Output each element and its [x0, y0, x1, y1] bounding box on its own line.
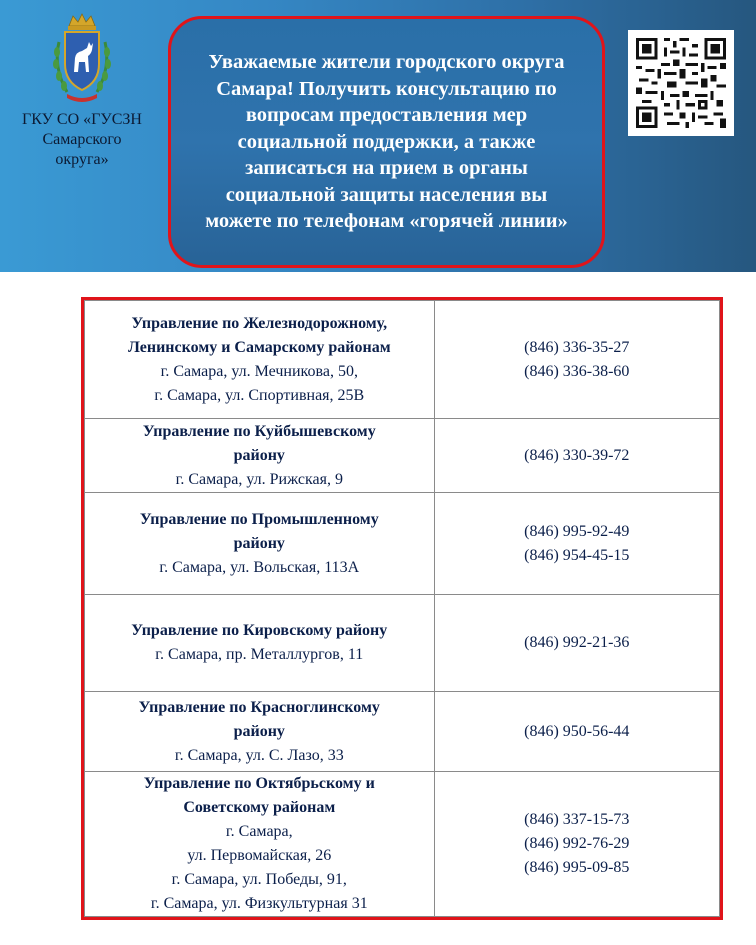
table-row	[85, 493, 720, 595]
department-name: Советскому районам	[183, 799, 336, 816]
department-name: Управление по Куйбышевскому	[142, 422, 376, 440]
department-name: Управление по Октябрьскому и	[143, 775, 375, 792]
phone-cell	[434, 301, 719, 419]
phone-cell	[434, 692, 719, 772]
phone-cell	[434, 419, 719, 493]
phone-number[interactable]: (846) 954-45-15	[524, 546, 630, 564]
phone-cell	[434, 595, 719, 692]
phone-cell	[434, 772, 719, 917]
hotline-callout-text: Уважаемые жители городского округа Самара! Получить консультацию по вопросам предоставления мер социальной поддержки, а также записаться на прием в органы социальной защиты населения вы можете по телефонам «горячей линии»	[205, 51, 568, 233]
department-address: г. Самара, ул. Вольская, 113А	[159, 558, 360, 576]
table-row	[85, 772, 720, 917]
organization-name-line: ГКУ СО «ГУСЗН	[22, 111, 142, 128]
phone-number[interactable]: (846) 336-38-60	[524, 362, 630, 380]
department-cell	[85, 301, 435, 419]
department-address: г. Самара, ул. Мечникова, 50,	[160, 362, 358, 380]
hotline-callout	[168, 16, 605, 268]
phone-number[interactable]: (846) 336-35-27	[524, 338, 630, 356]
department-address: г. Самара,	[225, 823, 293, 840]
department-cell	[85, 595, 435, 692]
department-address: г. Самара, ул. Победы, 91,	[171, 871, 347, 888]
qr-code-icon[interactable]	[628, 30, 734, 136]
department-cell	[85, 692, 435, 772]
samara-coat-of-arms-icon	[47, 12, 117, 104]
department-name: району	[233, 722, 285, 740]
department-address: г. Самара, ул. С. Лазо, 33	[174, 746, 344, 764]
department-name: Управление по Железнодорожному,	[131, 314, 388, 332]
header-banner	[0, 0, 756, 272]
department-name: Управление по Промышленному	[139, 510, 379, 528]
table-row	[85, 595, 720, 692]
organization-name-line: округа»	[55, 151, 109, 168]
department-name: Управление по Красноглинскому	[138, 698, 380, 716]
phone-number[interactable]: (846) 992-76-29	[524, 835, 630, 852]
phone-number[interactable]: (846) 995-92-49	[524, 522, 630, 540]
phone-number[interactable]: (846) 992-21-36	[524, 634, 630, 651]
table-row	[85, 692, 720, 772]
department-cell	[85, 772, 435, 917]
qr-code-graphic	[636, 38, 726, 128]
department-address: г. Самара, ул. Спортивная, 25В	[154, 386, 365, 404]
department-address: г. Самара, ул. Физкультурная 31	[150, 895, 368, 912]
department-name: Ленинскому и Самарскому районам	[127, 338, 391, 356]
phone-number[interactable]: (846) 995-09-85	[524, 859, 630, 876]
department-address: г. Самара, ул. Рижская, 9	[175, 470, 343, 488]
phone-number[interactable]: (846) 950-56-44	[524, 722, 630, 740]
phone-cell	[434, 493, 719, 595]
organization-logo-block	[6, 8, 158, 208]
contacts-table	[84, 300, 720, 917]
table-row	[85, 301, 720, 419]
department-cell	[85, 419, 435, 493]
phone-number[interactable]: (846) 330-39-72	[524, 446, 630, 464]
phone-number[interactable]: (846) 337-15-73	[524, 811, 630, 828]
department-address: ул. Первомайская, 26	[187, 847, 332, 864]
organization-name-line: Самарского	[42, 131, 122, 148]
table-row	[85, 419, 720, 493]
department-cell	[85, 493, 435, 595]
organization-name	[6, 110, 158, 170]
department-name: району	[233, 446, 285, 464]
department-address: г. Самара, пр. Металлургов, 11	[155, 646, 364, 663]
department-name: району	[233, 534, 285, 552]
department-name: Управление по Кировскому району	[131, 622, 388, 639]
